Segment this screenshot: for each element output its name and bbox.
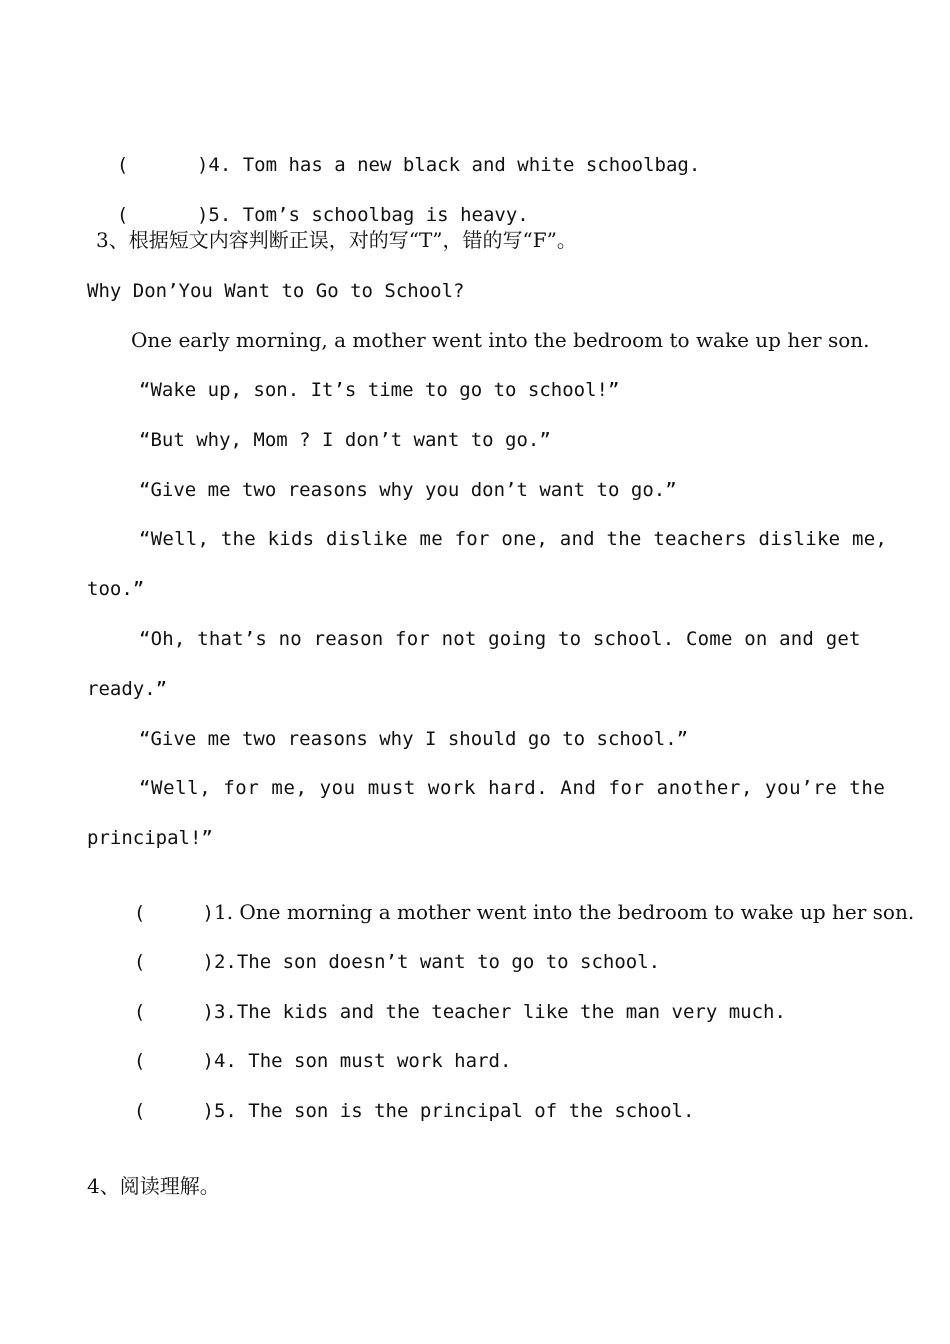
- item-text: 4. Tom has a new black and white schoolbag.: [208, 154, 701, 176]
- question-text: 1. One morning a mother went into the bedroom to wake up her son.: [213, 900, 915, 924]
- dialog-line-1: “Wake up, son. It’s time to go to school!”: [139, 379, 620, 401]
- dialog-line-6: “Give me two reasons why I should go to school.”: [139, 728, 689, 750]
- question-3: [111, 976, 786, 1024]
- story-intro: One early morning, a mother went into the bedroom to wake up her son.: [131, 328, 870, 352]
- top-item-4: [94, 129, 700, 177]
- answer-paren: ( ): [133, 951, 214, 973]
- story-title: Why Don’You Want to Go to School?: [87, 280, 465, 302]
- question-text: 2.The son doesn’t want to go to school.: [213, 951, 661, 973]
- dialog-line-7-cont: principal!”: [87, 827, 213, 849]
- section4-heading: 4、阅读理解。: [87, 1174, 220, 1198]
- dialog-line-2: “But why, Mom ? I don’t want to go.”: [139, 429, 551, 451]
- dialog-line-4-cont: too.”: [87, 578, 145, 600]
- top-item-5: [94, 179, 529, 227]
- section3-heading: 3、根据短文内容判断正误，对的写“T”，错的写“F”。: [96, 228, 577, 252]
- question-text: 5. The son is the principal of the school.: [213, 1100, 695, 1122]
- dialog-line-7: “Well, for me, you must work hard. And for another, you’re the: [139, 777, 886, 799]
- answer-paren: ( ): [133, 902, 214, 924]
- item-text: 5. Tom’s schoolbag is heavy.: [208, 204, 529, 226]
- question-5: [111, 1075, 694, 1123]
- answer-paren: ( ): [133, 1050, 214, 1072]
- answer-paren: ( ): [133, 1001, 214, 1023]
- dialog-line-4: “Well, the kids dislike me for one, and the teachers dislike me,: [139, 528, 888, 550]
- answer-paren: ( ): [133, 1100, 214, 1122]
- question-2: [111, 926, 660, 974]
- question-text: 4. The son must work hard.: [213, 1050, 512, 1072]
- answer-paren: ( ): [116, 154, 209, 176]
- question-1: [111, 876, 914, 925]
- dialog-line-5: “Oh, that’s no reason for not going to school. Come on and get: [139, 628, 861, 650]
- answer-paren: ( ): [116, 204, 209, 226]
- question-4: [111, 1025, 511, 1073]
- question-text: 3.The kids and the teacher like the man very much.: [213, 1001, 786, 1023]
- dialog-line-3: “Give me two reasons why you don’t want to go.”: [139, 479, 677, 501]
- dialog-line-5-cont: ready.”: [87, 678, 168, 700]
